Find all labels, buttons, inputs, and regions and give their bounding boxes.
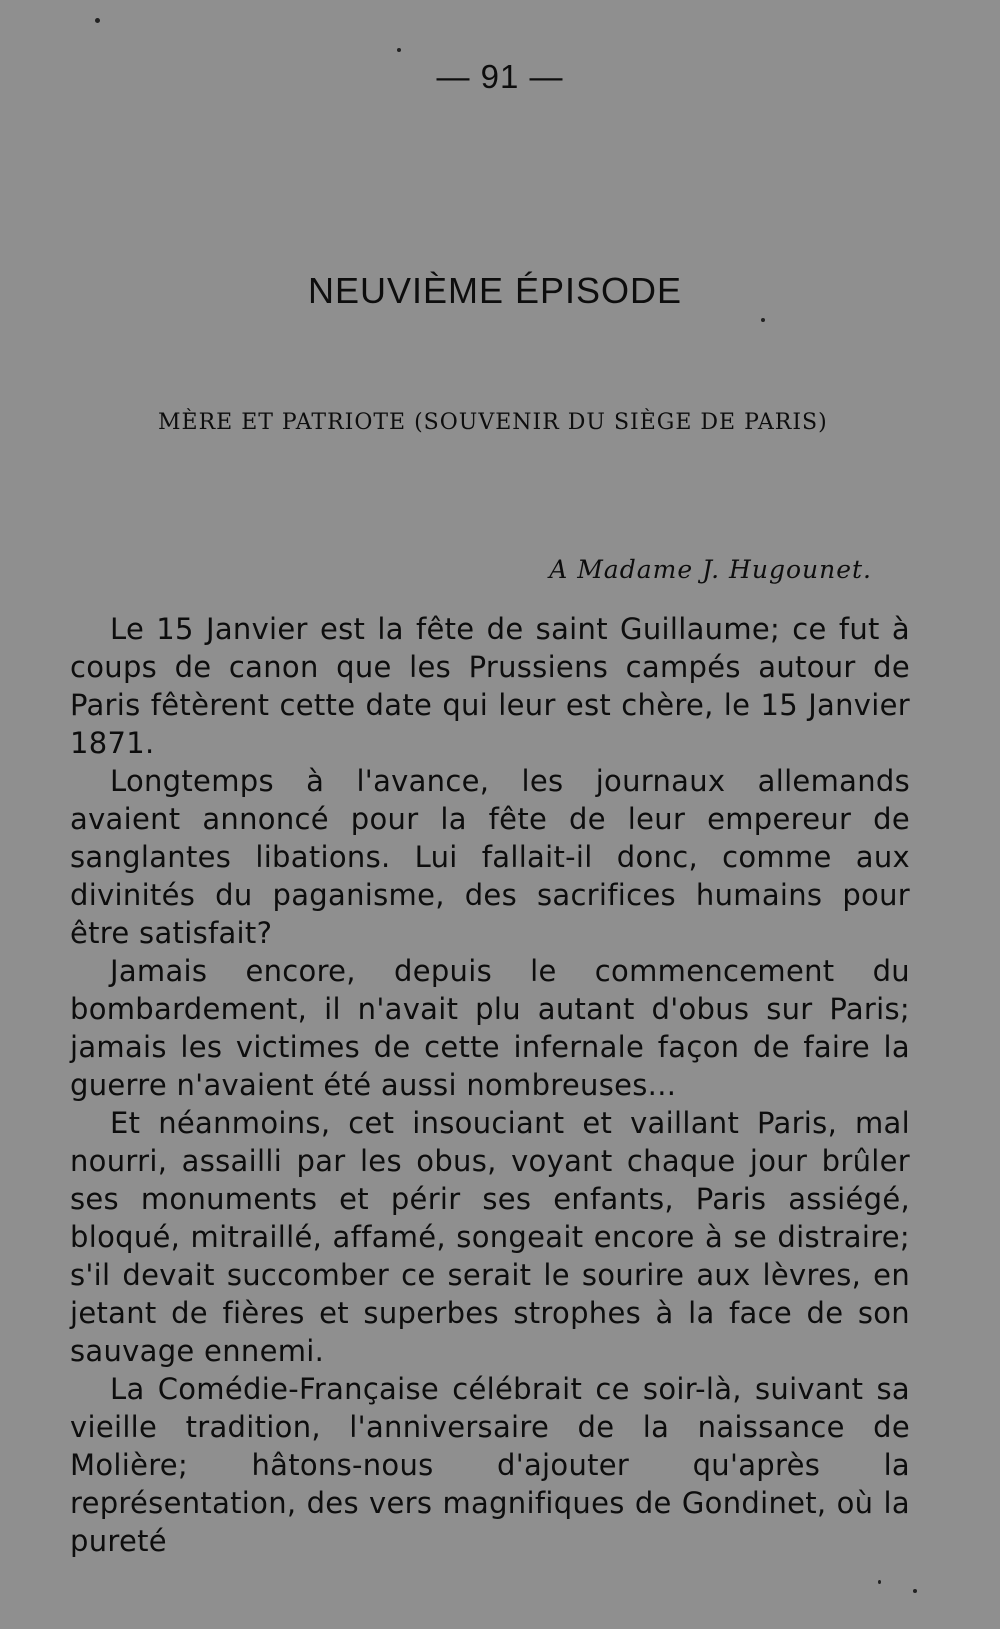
- speck: [878, 1580, 881, 1584]
- body-text: [70, 610, 910, 1560]
- paragraph: La Comédie-Française célébrait ce soir-là, suivant sa vieille tradition, l'anniversaire de la naissance de Molière; hâtons-nous d'ajouter qu'après la représentation, des vers magnifiques de Gondinet, où la pureté: [70, 1372, 910, 1558]
- dedication: A Madame J. Hugounet.: [549, 555, 872, 584]
- paragraph: Et néanmoins, cet insouciant et vaillant Paris, mal nourri, assailli par les obus, voyant chaque jour brûler ses monuments et périr ses enfants, Paris assiégé, bloqué, mitraillé, affamé, songeait encore à se distraire; s'il devait succomber ce serait le sourire aux lèvres, en jetant de fières et superbes strophes à la face de son sauvage ennemi.: [70, 1106, 910, 1368]
- paragraph: Longtemps à l'avance, les journaux allemands avaient annoncé pour la fête de leur empereur de sanglantes libations. Lui fallait-il donc, comme aux divinités du paganisme, des sacrifices humains pour être satisfait?: [70, 764, 910, 950]
- page-number: — 91 —: [436, 58, 564, 95]
- speck: [761, 318, 765, 322]
- speck: [95, 18, 100, 23]
- episode-subtitle: MÈRE ET PATRIOTE (SOUVENIR DU SIÈGE DE PARIS): [158, 410, 828, 435]
- paragraph: Le 15 Janvier est la fête de saint Guillaume; ce fut à coups de canon que les Prussiens campés autour de Paris fêtèrent cette date qui leur est chère, le 15 Janvier 1871.: [70, 612, 910, 760]
- episode-title: NEUVIÈME ÉPISODE: [307, 270, 683, 311]
- speck: [397, 48, 401, 52]
- speck: [913, 1589, 917, 1593]
- paragraph: Jamais encore, depuis le commencement du bombardement, il n'avait plu autant d'obus sur Paris; jamais les victimes de cette infernale façon de faire la guerre n'avaient été aussi nombreuses...: [70, 954, 910, 1102]
